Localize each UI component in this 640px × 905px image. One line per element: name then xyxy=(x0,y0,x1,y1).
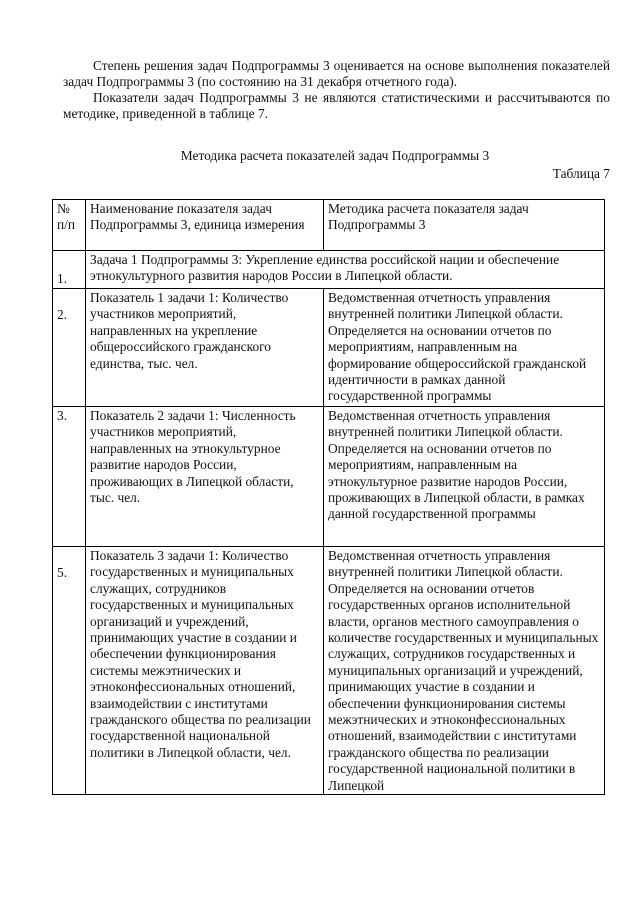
table-caption: Методика расчета показателей задач Подпрограммы 3 xyxy=(180,148,490,163)
intro-paragraph-1: Степень решения задач Подпрограммы 3 оценивается на основе выполнения показателей задач Подпрограммы 3 (по состоянию на 31 декабря отчетного года). xyxy=(63,58,610,90)
table-row xyxy=(53,289,605,407)
indicator-method: Ведомственная отчетность управления внутренней политики Липецкой области. Определяется на основании отчетов государственных органов исполнительной власти, органов местного самоуправления о количестве государственных и муниципальных служащих, сотрудников государственных и муниципальных организаций и учреждений, принимающих участие в создании и обеспечении функционирования системы межэтнических и этноконфессиональных отношений, взаимодействии с институтами гражданского общества по реализации государственной национальной политики в Липецкой xyxy=(324,547,605,795)
indicator-method: Ведомственная отчетность управления внутренней политики Липецкой области. Определяется на основании отчетов по мероприятиям, направленным на этнокультурное развитие народов России, проживающих в Липецкой области, в рамках данной государственной программы xyxy=(324,407,605,547)
indicators-table xyxy=(52,199,605,795)
indicator-name: Показатель 3 задачи 1: Количество государственных и муниципальных служащих, сотрудников государственных и муниципальных организаций и учреждений, принимающих участие в создании и обеспечении функционирования системы межэтнических и этноконфессиональных отношений, взаимодействии с институтами гражданского общества по реализации государственной национальной политики в Липецкой области, чел. xyxy=(86,547,324,795)
table-row xyxy=(53,407,605,547)
header-method: Методика расчета показателя задач Подпрограммы 3 xyxy=(324,200,605,251)
task-title: Задача 1 Подпрограммы 3: Укрепление единства российской нации и обеспечение этнокультурного развития народов России в Липецкой области. xyxy=(86,251,605,289)
indicator-name: Показатель 2 задачи 1: Численность участников мероприятий, направленных на этнокультурное развитие народов России, проживающих в Липецкой области, тыс. чел. xyxy=(86,407,324,547)
table-row xyxy=(53,547,605,795)
row-num: 2. xyxy=(53,289,86,407)
row-num: 5. xyxy=(53,547,86,795)
row-num: 3. xyxy=(53,407,86,547)
indicator-method: Ведомственная отчетность управления внутренней политики Липецкой области. Определяется на основании отчетов по мероприятиям, направленным на формирование общероссийской гражданской идентичности в рамках данной государственной программы xyxy=(324,289,605,407)
row-num: 1. xyxy=(53,251,86,289)
indicator-name: Показатель 1 задачи 1: Количество участников мероприятий, направленных на укрепление общероссийского гражданского единства, тыс. чел. xyxy=(86,289,324,407)
header-indicator-name: Наименование показателя задач Подпрограммы 3, единица измерения xyxy=(86,200,324,251)
intro-paragraph-2: Показатели задач Подпрограммы 3 не являются статистическими и рассчитываются по методике, приведенной в таблице 7. xyxy=(63,90,610,122)
table-row xyxy=(53,251,605,289)
header-num: № п/п xyxy=(53,200,86,251)
table-header-row xyxy=(53,200,605,251)
table-number: Таблица 7 xyxy=(552,166,610,181)
